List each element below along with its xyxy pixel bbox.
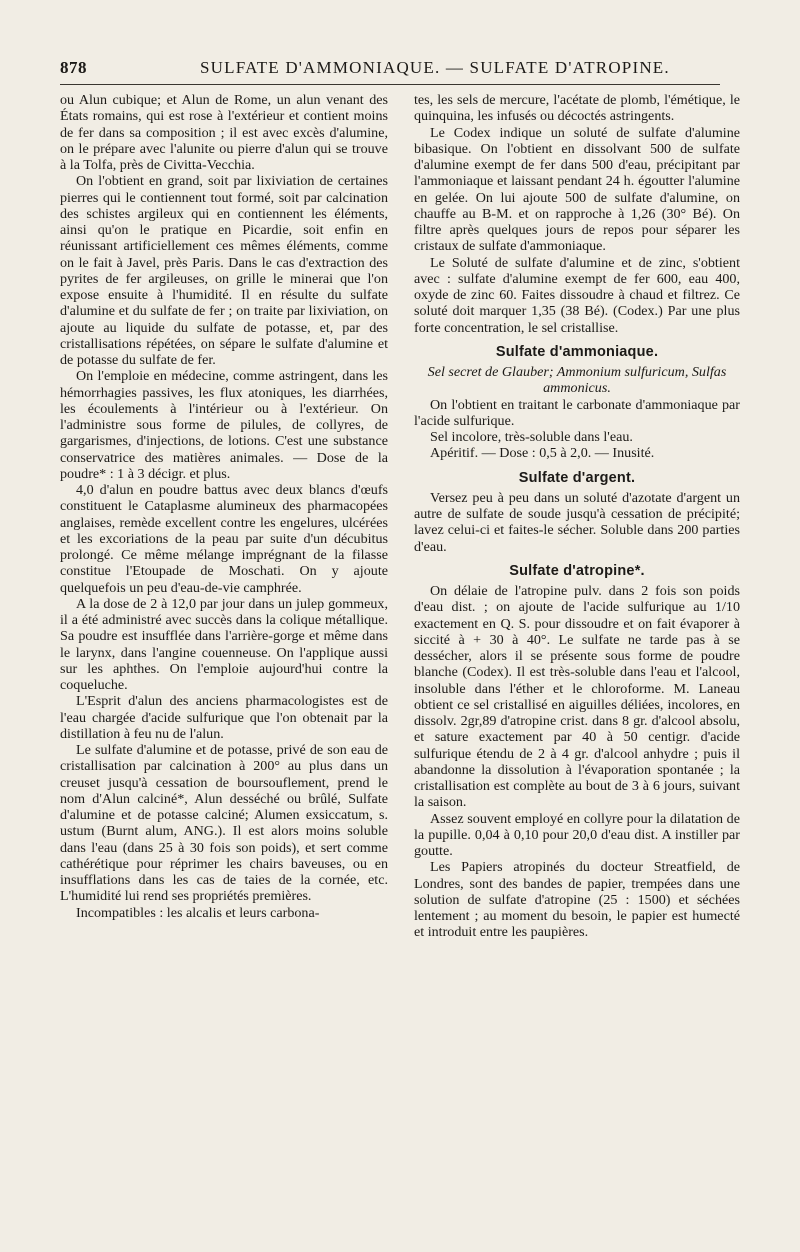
synonyms: Sel secret de Glauber; Ammonium sulfuricum, Sulfas ammonicus. [427,364,727,397]
left-column [60,92,388,921]
paragraph: Apéritif. — Dose : 0,5 à 2,0. — Inusité. [430,445,655,462]
paragraph: On l'obtient en traitant le carbonate d'ammoniaque par l'acide sulfurique. [414,396,740,429]
paragraph: Versez peu à peu dans un soluté d'azotate d'argent un autre de sulfate de soude jusqu'à cessation de précipité; lavez celui-ci et faites-le sécher. Soluble dans 200 parties d'eau. [414,489,740,555]
paragraph: L'Esprit d'alun des anciens pharmacologistes est de l'eau chargée d'acide sulfurique que l'on obtenait par la distillation à feu nu de l'alun. [60,693,388,742]
right-column [414,92,740,941]
paragraph: Le Soluté de sulfate d'alumine et de zinc, s'obtient avec : sulfate d'alumine exempt de fer 600, eau 400, oxyde de zinc 60. Faites dissoudre à chaud et filtrez. Ce soluté doit marquer 1,35 (38 Bé). (Codex.) Par une plus forte concentration, le sel cristallise. [414,254,740,336]
paragraph: Le Codex indique un soluté de sulfate d'alumine bibasique. On l'obtient en dissolvant 500 de sulfate d'alumine exempt de fer dans 500 d'eau, précipitant par l'ammoniaque et laissant pendant 24 h. égoutter l'alumine en gelée. On lui ajoute 500 de sulfate d'alumine, on chauffe au B-M. et on rapproche à 1,26 (30° Bé). On filtre après quelques jours de repos pour séparer les cristaux de sulfate d'ammoniaque. [414,124,740,255]
section-heading-sulfate-ammoniaque: Sulfate d'ammoniaque. [495,343,659,360]
paragraph: On délaie de l'atropine pulv. dans 2 fois son poids d'eau dist. ; on ajoute de l'acide sulfurique au 1/10 exactement en Q. S. pour dissoudre et on fait évaporer à siccité à + 30 à 40°. Le sulfate ne tarde pas à se dessécher, alors il se présente sous forme de poudre blanche (Codex). Il est très-soluble dans l'eau et l'alcool, insoluble dans l'éther et le chloroforme. M. Laneau obtient ce sel cristallisé en aiguilles déliées, incolores, en dissolv. 2gr,89 d'atropine crist. dans 8 gr. d'alcool absolu, et sature exactement par 40 à 50 centigr. d'acide sulfurique étendu de 2 à 4 gr. d'alcool anhydre ; puis il abandonne la dissolution à l'évaporation spontanée ; la cristallisation est complète au bout de 3 à 6 jours, suivant la saison. [414,583,740,811]
paragraph: Incompatibles : les alcalis et leurs carbona- [76,904,320,921]
paragraph: A la dose de 2 à 12,0 par jour dans un julep gommeux, il a été administré avec succès dans la colique métallique. Sa poudre est insufflée dans l'arrière-gorge et même dans le larynx, dans l'angine couenneuse. On l'applique aussi sur les aphthes. On l'emploie aujourd'hui contre la coqueluche. [60,595,388,693]
paragraph: ou Alun cubique; et Alun de Rome, un alun venant des États romains, qui est rose à l'extérieur et contient moins de fer dans sa composition ; il est avec excès d'alumine, on le prépare avec l'alunite ou pierre d'alun qui se trouve à la Tolfa, près de Civitta-Vecchia. [60,92,388,173]
paragraph: Les Papiers atropinés du docteur Streatfield, de Londres, sont des bandes de papier, trempées dans une solution de sulfate d'atropine (25 : 1500) et séchées lentement ; au moment du besoin, le papier est humecté et introduit entre les paupières. [414,859,740,941]
paragraph: tes, les sels de mercure, l'acétate de plomb, l'émétique, le quinquina, les infusés ou décoctés astringents. [414,92,740,125]
running-title: SULFATE D'AMMONIAQUE. — SULFATE D'ATROPINE. [200,58,670,77]
page-header [60,58,720,85]
paragraph: 4,0 d'alun en poudre battus avec deux blancs d'œufs constituent le Cataplasme alumineux des pharmacopées anglaises, remède excellent contre les engelures, ulcérées et les excoriations de la peau par suite d'un décubitus prolongé. Ce même mélange imprégnant de la filasse constitue l'Etoupade de Moschati. On y ajoute quelquefois un peu d'eau-de-vie camphrée. [60,482,388,596]
paragraph: On l'obtient en grand, soit par lixiviation de certaines pierres qui le contiennent tout formé, soit par calcination des schistes argileux qui en contiennent les éléments, ainsi qu'on le pratique en Picardie, soit enfin en réunissant artificiellement ces mêmes éléments, comme on le fait à Javel, près Paris. Dans le cas d'extraction des pyrites de fer argileuses, on grille le minerai que l'on expose ensuite à l'humidité. Il en résulte du sulfate d'alumine et du sulfate de fer ; on traite par lixiviation, on ajoute au liquide du sulfate de potasse, et, par des cristallisations répétées, on sépare le sulfate d'alumine et de potasse du sulfate de fer. [60,173,388,368]
section-heading-sulfate-argent: Sulfate d'argent. [518,469,636,486]
paragraph: Le sulfate d'alumine et de potasse, privé de son eau de cristallisation par calcination à 200° au plus dans un creuset jusqu'à cessation de boursouflement, prend le nom d'Alun calciné*, Alun desséché ou brûlé, Sulfate d'alumine et de potasse calciné; Alumen exsiccatum, s. ustum (Burnt alum, ANG.). Il est alors moins soluble dans l'eau (dans 25 à 30 fois son poids), et sert comme cathérétique pour réprimer les chairs baveuses, ou en insufflations dans les cas de taies de la cornée, etc. L'humidité lui rend ses propriétés premières. [60,742,388,905]
paragraph: On l'emploie en médecine, comme astringent, dans les hémorrhagies passives, les flux atoniques, les diarrhées, les écoulements à l'intérieur ou à l'extérieur. On l'administre sous forme de pilules, de collyres, de gargarismes, d'injections, de lotions. C'est une substance conservatrice des matières animales. — Dose de la poudre* : 1 à 3 décigr. et plus. [60,368,388,482]
section-heading-sulfate-atropine: Sulfate d'atropine*. [509,562,645,579]
paragraph: Sel incolore, très-soluble dans l'eau. [430,429,633,445]
paragraph: Assez souvent employé en collyre pour la dilatation de la pupille. 0,04 à 0,10 pour 20,0 d'eau dist. A instiller par goutte. [414,810,740,859]
page-number: 878 [60,58,87,77]
